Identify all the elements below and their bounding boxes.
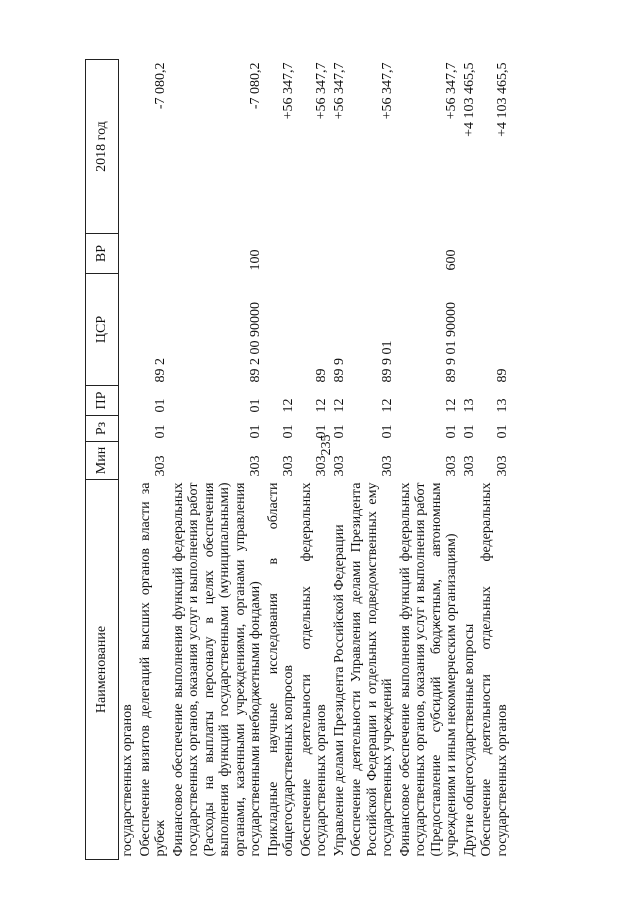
row-min: 303 — [153, 455, 168, 477]
row-sum: -7 080,2 — [153, 62, 168, 110]
row-name: Финансовое обеспечение выполнения функций федеральных государственных органов, оказания услуг и выполнения работ (Предоставление субсидий бюджетным, автономным учреждениям и иным некоммерческим организациям) — [397, 482, 459, 857]
row-rz: 01 — [331, 424, 347, 439]
row-csr: 89 — [494, 368, 510, 383]
table-row — [137, 60, 170, 860]
row-pr: 01 — [153, 398, 168, 413]
header-name: Наименование — [86, 480, 119, 860]
row-min: 303 — [314, 455, 329, 477]
header-csr: ЦСР — [86, 274, 119, 386]
row-name: Обеспечение деятельности отдельных федеральных государственных органов — [479, 482, 510, 857]
row-rz: 01 — [380, 424, 395, 439]
row-vr — [265, 234, 298, 274]
row-sum: +56 347,7 — [331, 62, 347, 120]
row-csr: 89 — [314, 368, 329, 383]
row-pr: 12 — [281, 398, 296, 413]
row-rz: 01 — [444, 424, 459, 439]
table-row — [331, 60, 349, 860]
budget-table — [85, 59, 511, 860]
table-row — [461, 60, 479, 860]
row-name: Другие общегосударственные вопросы — [461, 623, 477, 857]
table-row — [170, 60, 265, 860]
row-pr: 12 — [314, 398, 329, 413]
row-rz: 01 — [461, 424, 477, 439]
row-rz: 01 — [314, 424, 329, 439]
row-vr: 100 — [248, 249, 263, 271]
row-rz: 01 — [248, 424, 263, 439]
row-pr — [119, 386, 137, 416]
row-csr: 89 2 — [153, 358, 168, 383]
row-csr — [265, 274, 298, 386]
row-min: 303 — [380, 455, 395, 477]
row-name: государственных органов — [120, 704, 135, 857]
row-csr: 89 9 — [331, 358, 347, 383]
row-min — [119, 442, 137, 480]
row-sum: +56 347,7 — [380, 62, 395, 120]
row-sum: +56 347,7 — [281, 62, 296, 120]
row-min: 303 — [331, 455, 347, 477]
table-row — [265, 60, 298, 860]
row-name: Обеспечение деятельности Управления делами Президента Российской Федерации и отдельных подведомственных ему государственных учреждений — [349, 482, 395, 857]
row-vr: 600 — [444, 249, 459, 271]
row-pr: 12 — [444, 398, 459, 413]
row-name: Финансовое обеспечение выполнения функций федеральных государственных органов, оказания услуг и выполнения работ (Расходы на выплаты персоналу в целях обеспечения выполнения функций государственными (муниципальными) органами, казенными учреждениями, органами управления государственными внебюджетными фондами) — [170, 482, 263, 857]
row-sum: +4 103 465,5 — [461, 62, 477, 137]
table-header-row — [86, 60, 119, 860]
row-min: 303 — [248, 455, 263, 477]
table-row — [348, 60, 397, 860]
row-pr: 12 — [380, 398, 395, 413]
row-pr: 13 — [494, 398, 510, 413]
row-sum: -7 080,2 — [248, 62, 263, 110]
row-csr: 89 9 01 — [380, 340, 395, 383]
page-number: 235 — [319, 434, 334, 456]
header-year: 2018 год — [86, 60, 119, 234]
row-vr — [348, 234, 397, 274]
row-sum: +56 347,7 — [314, 62, 329, 120]
row-vr — [298, 234, 331, 274]
row-min: 303 — [281, 455, 296, 477]
row-name: Управление делами Президента Российской Федерации — [331, 524, 347, 857]
header-pr: ПР — [86, 386, 119, 416]
row-csr — [119, 274, 137, 386]
row-pr: 12 — [331, 398, 347, 413]
row-csr: 89 9 01 90000 — [444, 302, 459, 383]
row-rz: 01 — [494, 424, 510, 439]
row-rz: 01 — [281, 424, 296, 439]
header-vr: ВР — [86, 234, 119, 274]
row-vr — [478, 234, 511, 274]
table-row — [298, 60, 331, 860]
row-csr: 89 2 00 90000 — [248, 302, 263, 383]
table-row — [478, 60, 511, 860]
row-sum: +4 103 465,5 — [494, 62, 510, 137]
row-min: 303 — [494, 455, 510, 477]
row-name: Прикладные научные исследования в области общегосударственных вопросов — [265, 482, 296, 857]
row-vr — [119, 234, 137, 274]
table-row — [397, 60, 461, 860]
row-sum — [119, 60, 137, 234]
row-vr — [461, 234, 479, 274]
row-csr — [461, 274, 479, 386]
row-name: Обеспечение визитов делегаций высших органов власти за рубеж — [137, 482, 168, 857]
table-row — [119, 60, 137, 860]
row-name: Обеспечение деятельности отдельных федеральных государственных органов — [298, 482, 329, 857]
header-rz: Рз — [86, 416, 119, 442]
row-min: 303 — [444, 455, 459, 477]
row-pr: 01 — [248, 398, 263, 413]
row-pr: 13 — [461, 398, 477, 413]
row-vr — [331, 234, 349, 274]
row-rz: 01 — [153, 424, 168, 439]
row-vr — [137, 234, 170, 274]
row-sum: +56 347,7 — [444, 62, 459, 120]
row-rz — [119, 416, 137, 442]
row-min: 303 — [461, 455, 477, 477]
rotated-page-content — [85, 60, 600, 860]
header-min: Мин — [86, 442, 119, 480]
